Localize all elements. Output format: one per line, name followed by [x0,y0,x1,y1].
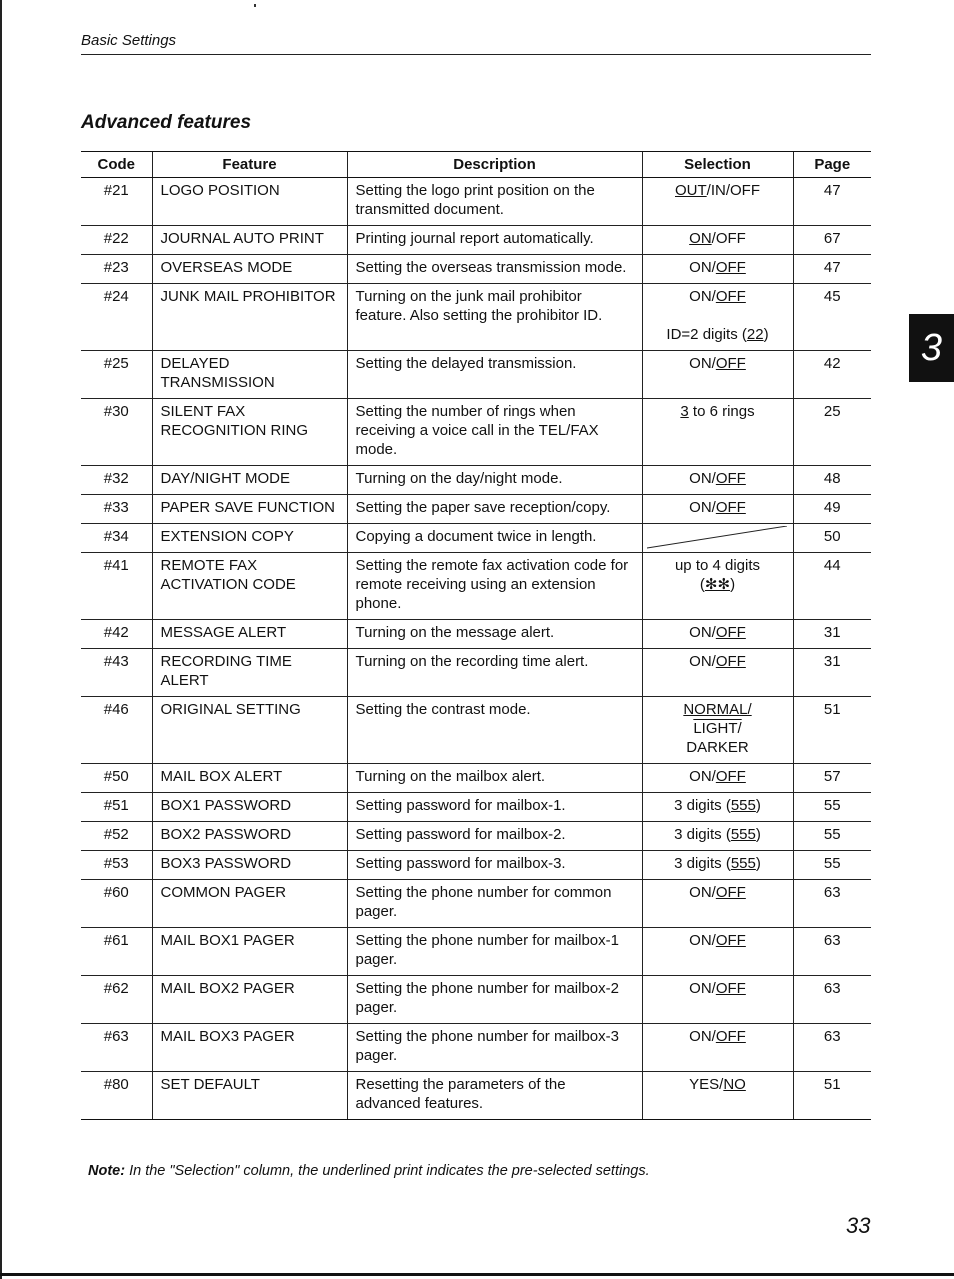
default-option: OFF [715,470,746,487]
page-cell: 63 [793,976,871,1024]
code-cell: #52 [81,822,152,851]
note-label: Note: [88,1163,126,1179]
table-row [81,524,871,553]
selection-line [651,700,785,719]
selection-cell [642,284,793,351]
option-text: ON/ [689,355,716,372]
selection-cell [642,976,793,1024]
description-cell: Setting the overseas transmission mode. [347,255,642,284]
scan-mark [254,4,256,7]
selection-line [651,402,785,421]
code-cell: #32 [81,466,152,495]
feature-cell: MAIL BOX1 PAGER [152,928,347,976]
page-cell: 49 [793,495,871,524]
description-cell: Setting the paper save reception/copy. [347,495,642,524]
table-row [81,822,871,851]
description-cell: Setting the logo print position on the transmitted document. [347,178,642,226]
feature-cell: SILENT FAX RECOGNITION RING [152,399,347,466]
option-text: /OFF [711,230,746,247]
default-option: 22 [746,326,764,343]
header-code: Code [81,152,152,178]
page-cell: 47 [793,178,871,226]
feature-cell: COMMON PAGER [152,880,347,928]
header-rule [81,54,871,55]
header-description: Description [347,152,642,178]
description-cell: Resetting the parameters of the advanced features. [347,1072,642,1120]
table-row [81,226,871,255]
page-cell: 47 [793,255,871,284]
selection-line [651,883,785,902]
table-row [81,351,871,399]
page-cell: 57 [793,764,871,793]
table-row [81,793,871,822]
selection-cell [642,495,793,524]
default-option: NO [723,1076,746,1093]
page-number: 33 [846,1213,871,1238]
selection-cell [642,649,793,697]
bottom-edge-rule [0,1273,954,1276]
table-row [81,649,871,697]
selection-cell [642,764,793,793]
selection-cell [642,880,793,928]
feature-cell: DAY/NIGHT MODE [152,466,347,495]
description-cell: Turning on the message alert. [347,620,642,649]
code-cell: #53 [81,851,152,880]
feature-cell: DELAYED TRANSMISSION [152,351,347,399]
table-row [81,880,871,928]
selection-line [651,738,785,757]
description-cell: Setting the remote fax activation code for remote receiving using an extension phone. [347,553,642,620]
selection-line [651,575,785,594]
default-option: 555 [730,826,756,843]
description-cell: Setting the phone number for mailbox-1 pager. [347,928,642,976]
option-text: ON/ [689,1028,716,1045]
code-cell: #34 [81,524,152,553]
option-text: 3 digits ( [674,826,731,843]
description-cell: Setting the phone number for mailbox-3 pager. [347,1024,642,1072]
selection-cell [642,1024,793,1072]
default-option: OFF [715,884,746,901]
diagonal-slash-mark [647,526,787,550]
selection-line [651,796,785,815]
default-option: OFF [715,624,746,641]
feature-cell: BOX3 PASSWORD [152,851,347,880]
selection-cell [642,399,793,466]
page-cell: 55 [793,851,871,880]
header-selection: Selection [642,152,793,178]
code-cell: #62 [81,976,152,1024]
selection-line [651,767,785,786]
chapter-tab [909,314,954,382]
option-text: /IN/OFF [706,182,760,199]
code-cell: #25 [81,351,152,399]
page-cell: 63 [793,928,871,976]
option-text: LIGHT/ [693,720,742,737]
option-text: ON/ [689,768,716,785]
table-row [81,284,871,351]
page-cell: 45 [793,284,871,351]
code-cell: #63 [81,1024,152,1072]
option-text: 3 digits ( [674,855,731,872]
option-text: ON/ [689,884,716,901]
feature-cell: LOGO POSITION [152,178,347,226]
option-text: DARKER [686,739,749,756]
feature-cell: MESSAGE ALERT [152,620,347,649]
table-row [81,851,871,880]
page-cell: 51 [793,697,871,764]
selection-cell [642,226,793,255]
section-title: Advanced features [81,112,252,133]
description-cell: Setting the phone number for common pager. [347,880,642,928]
chapter-tab-number: 3 [920,326,943,369]
option-text: ) [755,797,761,814]
option-text: ON/ [689,932,716,949]
feature-cell: REMOTE FAX ACTIVATION CODE [152,553,347,620]
selection-line [651,1027,785,1046]
option-text: ON/ [689,653,716,670]
selection-cell [642,553,793,620]
code-cell: #43 [81,649,152,697]
feature-cell: MAIL BOX3 PAGER [152,1024,347,1072]
code-cell: #22 [81,226,152,255]
option-text: 3 digits ( [674,797,731,814]
table-row [81,1024,871,1072]
selection-cell [642,351,793,399]
selection-line [651,469,785,488]
code-cell: #42 [81,620,152,649]
option-text: ON/ [689,288,716,305]
page-cell: 48 [793,466,871,495]
selection-line [651,1075,785,1094]
default-option: 3 [680,403,689,420]
option-text: ) [730,576,736,593]
feature-cell: SET DEFAULT [152,1072,347,1120]
description-cell: Setting the number of rings when receiving a voice call in the TEL/FAX mode. [347,399,642,466]
option-text: ON/ [689,470,716,487]
selection-line [651,354,785,373]
code-cell: #51 [81,793,152,822]
header-feature: Feature [152,152,347,178]
page-cell: 50 [793,524,871,553]
code-cell: #21 [81,178,152,226]
description-cell: Turning on the day/night mode. [347,466,642,495]
default-option: OFF [715,499,746,516]
feature-cell: BOX2 PASSWORD [152,822,347,851]
code-cell: #46 [81,697,152,764]
default-option: OFF [715,288,746,305]
description-cell: Setting password for mailbox-1. [347,793,642,822]
feature-cell: JOURNAL AUTO PRINT [152,226,347,255]
selection-cell [642,178,793,226]
selection-line [651,325,785,344]
page-cell: 51 [793,1072,871,1120]
selection-line [651,556,785,575]
selection-cell [642,851,793,880]
feature-cell: PAPER SAVE FUNCTION [152,495,347,524]
code-cell: #41 [81,553,152,620]
selection-line [651,623,785,642]
default-option: OFF [715,932,746,949]
option-text: ( [699,576,705,593]
selection-cell [642,466,793,495]
page-cell: 44 [793,553,871,620]
table-row [81,495,871,524]
selection-cell [642,255,793,284]
selection-spacer [651,306,785,325]
option-text: YES/ [689,1076,724,1093]
note-text: In the "Selection" column, the underlined print indicates the pre-selected settings. [129,1163,650,1179]
default-option: ✻✻ [704,576,731,593]
option-text: ) [755,826,761,843]
selection-line [651,825,785,844]
selection-line [651,287,785,306]
advanced-features-table [81,151,871,1120]
left-edge-rule [0,0,2,1279]
description-cell: Turning on the junk mail prohibitor feature. Also setting the prohibitor ID. [347,284,642,351]
option-text: ON/ [689,259,716,276]
description-cell: Setting password for mailbox-3. [347,851,642,880]
description-cell: Setting the delayed transmission. [347,351,642,399]
page-cell: 31 [793,649,871,697]
selection-line [651,181,785,200]
default-option: OUT [675,182,707,199]
selection-line [651,652,785,671]
table-row [81,764,871,793]
selection-cell [642,620,793,649]
description-cell: Setting the contrast mode. [347,697,642,764]
running-head: Basic Settings [81,32,177,49]
description-cell: Setting password for mailbox-2. [347,822,642,851]
default-option: OFF [715,980,746,997]
selection-note [88,1163,650,1179]
default-option: OFF [715,653,746,670]
option-text: up to 4 digits [674,557,761,574]
code-cell: #50 [81,764,152,793]
page-cell: 67 [793,226,871,255]
code-cell: #80 [81,1072,152,1120]
page-cell: 42 [793,351,871,399]
option-text: ON/ [689,624,716,641]
default-option: ON [689,230,712,247]
table-row [81,1072,871,1120]
selection-line [651,854,785,873]
code-cell: #61 [81,928,152,976]
option-text: ) [755,855,761,872]
selection-line [651,498,785,517]
page-cell: 25 [793,399,871,466]
feature-cell: RECORDING TIME ALERT [152,649,347,697]
page-cell: 63 [793,880,871,928]
code-cell: #23 [81,255,152,284]
description-cell: Printing journal report automatically. [347,226,642,255]
table-body [81,178,871,1120]
selection-line [651,931,785,950]
option-text: ID=2 digits ( [666,326,747,343]
table-row [81,255,871,284]
description-cell: Setting the phone number for mailbox-2 pager. [347,976,642,1024]
default-option: 555 [730,855,756,872]
table-row [81,466,871,495]
option-text: ON/ [689,499,716,516]
default-option: 555 [730,797,756,814]
description-cell: Copying a document twice in length. [347,524,642,553]
feature-cell: OVERSEAS MODE [152,255,347,284]
table-row [81,928,871,976]
selection-line [651,719,785,738]
default-option: OFF [715,768,746,785]
option-text: ON/ [689,980,716,997]
code-cell: #30 [81,399,152,466]
header-page: Page [793,152,871,178]
table-row [81,178,871,226]
table-row [81,697,871,764]
feature-cell: BOX1 PASSWORD [152,793,347,822]
description-cell: Turning on the recording time alert. [347,649,642,697]
table-row [81,399,871,466]
code-cell: #33 [81,495,152,524]
selection-line [651,979,785,998]
selection-line [651,258,785,277]
feature-cell: ORIGINAL SETTING [152,697,347,764]
selection-cell [642,1072,793,1120]
code-cell: #60 [81,880,152,928]
default-option: OFF [715,259,746,276]
selection-cell [642,928,793,976]
description-cell: Turning on the mailbox alert. [347,764,642,793]
feature-cell: JUNK MAIL PROHIBITOR [152,284,347,351]
option-text: to 6 rings [688,403,755,420]
page-cell: 63 [793,1024,871,1072]
table-row [81,976,871,1024]
default-option: OFF [715,1028,746,1045]
selection-line [651,229,785,248]
code-cell: #24 [81,284,152,351]
selection-cell [642,793,793,822]
feature-cell: MAIL BOX ALERT [152,764,347,793]
table-header-row [81,152,871,178]
table-row [81,553,871,620]
page-cell: 55 [793,793,871,822]
default-option: NORMAL/ [683,701,752,718]
selection-cell [642,697,793,764]
option-text: ) [763,326,769,343]
page-cell: 55 [793,822,871,851]
selection-cell [642,822,793,851]
default-option: OFF [715,355,746,372]
feature-cell: EXTENSION COPY [152,524,347,553]
table-row [81,620,871,649]
feature-cell: MAIL BOX2 PAGER [152,976,347,1024]
selection-not-applicable [642,524,793,553]
page-cell: 31 [793,620,871,649]
